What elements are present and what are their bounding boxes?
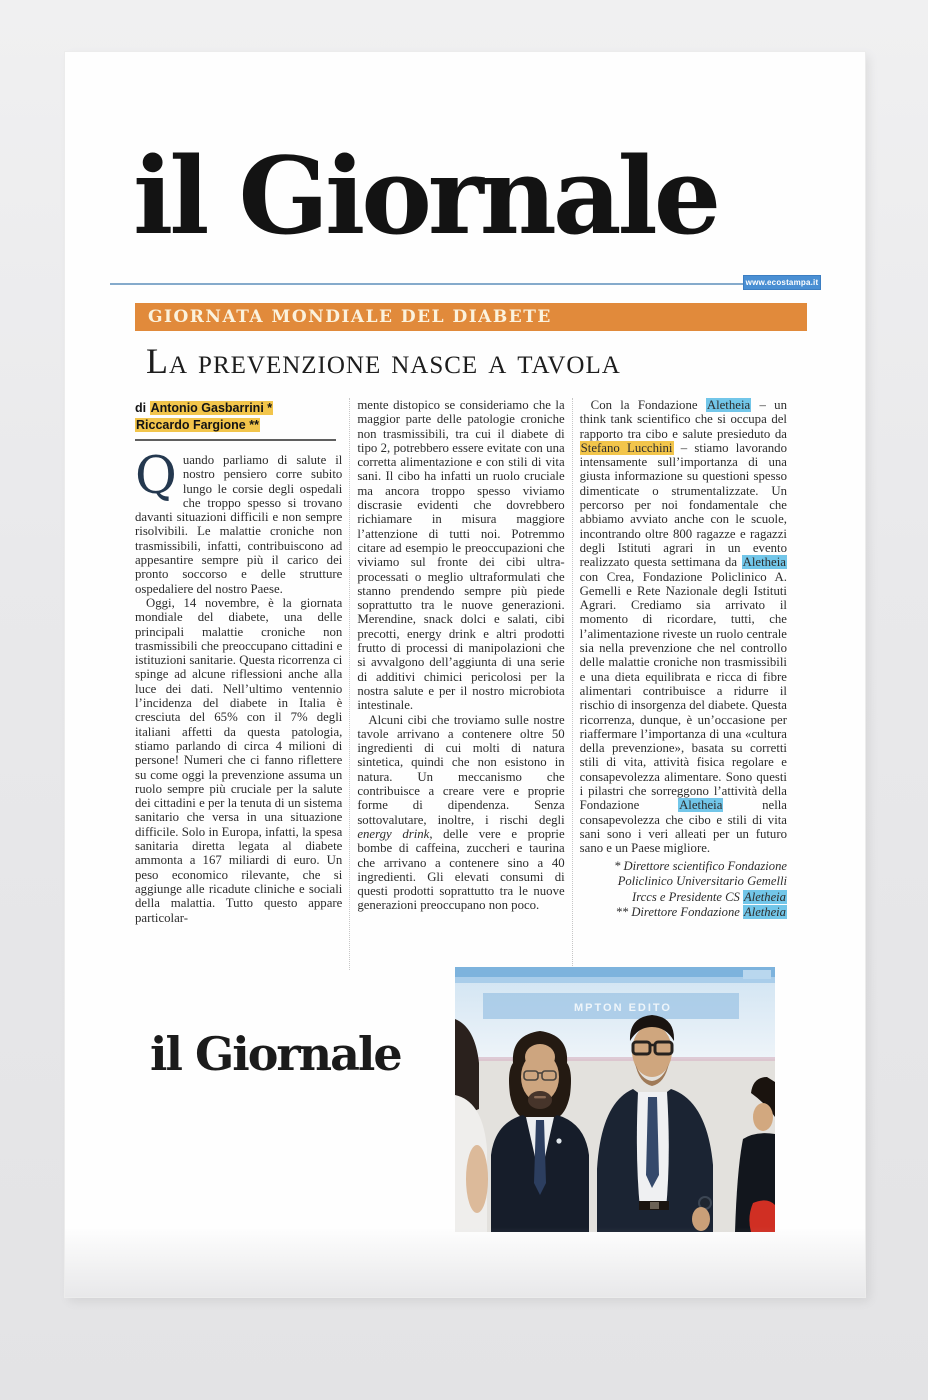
author-credits	[580, 859, 787, 921]
paragraph	[135, 447, 343, 596]
credit-line: * Direttore scientifico Fondazione	[614, 858, 787, 873]
article-headline: La prevenzione nasce a tavola	[146, 341, 621, 381]
divider-line	[110, 283, 820, 285]
red-object	[749, 1200, 775, 1232]
column-1	[135, 398, 349, 970]
footer-logo: il Giornale	[150, 1027, 401, 1081]
column-2	[349, 398, 571, 970]
ecostampa-url-badge[interactable]: www.ecostampa.it	[743, 275, 821, 290]
drop-cap: Q	[135, 447, 177, 506]
paragraph: Con la Fondazione Aletheia – un think tank scientifico che si occupa del rapporto tra cibo e salute presieduto da Stefano Lucchini – stiamo lavorando intensamente sull’importanza di una giusta informazione su questioni spesso dimenticate o strumentalizzate. Un percorso per noi fondamentale che abbiamo avviato anche con le scuole, incontrando oltre 800 ragazze e ragazzi degli Istituti agrari in un evento realizzato questa settimana da Aletheia con Crea, Fondazione Policlinico A. Gemelli e Rete Nazionale degli Istituti Agrari. Crediamo sia arrivato il momento di ricordare, tutti, che l’alimentazione riveste un ruolo centrale sia nella prevenzione che nel controllo delle malattie croniche non trasmissibili e una dieta equilibrata e ricca di fibre alimentari contribuisce a ridurre il rischio di insorgenza del diabete. Questa ricorrenza, dunque, è un’occasione per riaffermare l’importanza di una «cultura della prevenzione», basata su corretti stili di vita, attività fisica regolare e consapevolezza alimentare. Sono questi i pilastri che sorreggono l’attività della Fondazione Aletheia nella consapevolezza che cibo e stili di vita sani sono i veri alleati per un futuro sano e un Paese migliore.	[579, 398, 787, 856]
credit-line: Irccs e Presidente CS Aletheia	[632, 889, 786, 904]
section-kicker-bar: GIORNATA MONDIALE DEL DIABETE	[135, 303, 807, 331]
masthead-logo: il Giornale	[133, 133, 718, 258]
credit-line: ** Direttore Fondazione Aletheia	[615, 905, 786, 920]
paragraph: Oggi, 14 novembre, è la giornata mondiale del diabete, una delle principali malattie croniche non trasmissibili che preoccupano cittadini e istituzioni sanitarie. Questa ricorrenza ci spinge ad alcune riflessioni anche alla luce dei dati. Nell’ultimo ventennio l’incidenza del diabete in Italia è cresciuta del 65% con il 7% degli italiani affetti da questa patologia, stiamo parlando di circa 4 milioni di persone! Numeri che ci fanno riflettere su come oggi la prevenzione assuma un ruolo sempre più cruciale per la salute dei cittadini e per la tenuta di un sistema sanitario che versa in una situazione difficile. Solo in Europa, infatti, la spesa sanitaria diretta legata al diabete ammonta a 167 miliardi di euro. Un peso economico rilevante, che si aggiunge alle ricadute cliniche e sociali della malattia. Tutto questo appare particolar-	[135, 595, 343, 925]
column-3	[572, 398, 787, 970]
article-body	[135, 398, 787, 970]
newspaper-page	[65, 52, 865, 1297]
paragraph-text: uando parliamo di salute il nostro pensiero corre subito lungo le corsie degli ospedali che troppo spesso si trovano davanti situazioni difficili e non sempre risolvibili. Le malattie croniche non trasmissibili, infatti, contribuiscono ad appesantire sempre più il carico dei pronto soccorso e delle strutture ospedaliere del nostro Paese.	[135, 453, 343, 596]
byline-line-1: di Antonio Gasbarrini *	[135, 401, 273, 415]
article-photo	[455, 967, 775, 1232]
byline-line-2: Riccardo Fargione **	[136, 418, 259, 432]
paragraph: Alcuni cibi che troviamo sulle nostre tavole arrivano a contenere oltre 50 ingredienti di cui molti di natura sintetica, quindi che non esistono in natura. Un meccanismo che contribuisce a creare vere e proprie forme di dipendenza. Senza sottovalutare, inoltre, i rischi degli energy drink, delle vere e proprie bombe di caffeina, zuccheri e taurina che arrivano a contenere sino a 40 ingredienti. Gli elevati consumi di questi prodotti soprattutto tra le nuove generazioni preoccupano non poco.	[357, 712, 565, 913]
screen-text-fragment: MPTON EDITO	[574, 1002, 672, 1014]
photo-illustration	[455, 967, 775, 1232]
paragraph: mente distopico se consideriamo che la maggior parte delle patologie croniche non trasmissibili, tra cui il diabete di tipo 2, potrebbero essere evitate con una corretta alimentazione e con stili di vita sani. Il cibo ha infatti un ruolo cruciale ma ancora troppo spesso viviamo discrasie evidenti che dovrebbero richiamare in misura maggiore l’attenzione di tutti noi. Potremmo citare ad esempio le preoccupazioni che viviamo sul fronte dei cibi ultra-processati o meglio ultraformulati che stanno prendendo sempre più piede soprattutto tra le nuove generazioni. Merendine, snack dolci e salati, cibi precotti, energy drink e altri prodotti frutto di processi di manipolazioni che si avvalgono dell’aggiunta di una serie di additivi chimici pericolosi per la nostra salute e per il nostro microbiota intestinale.	[357, 398, 565, 713]
byline	[135, 400, 336, 441]
credit-line: Policlinico Universitario Gemelli	[617, 874, 787, 889]
